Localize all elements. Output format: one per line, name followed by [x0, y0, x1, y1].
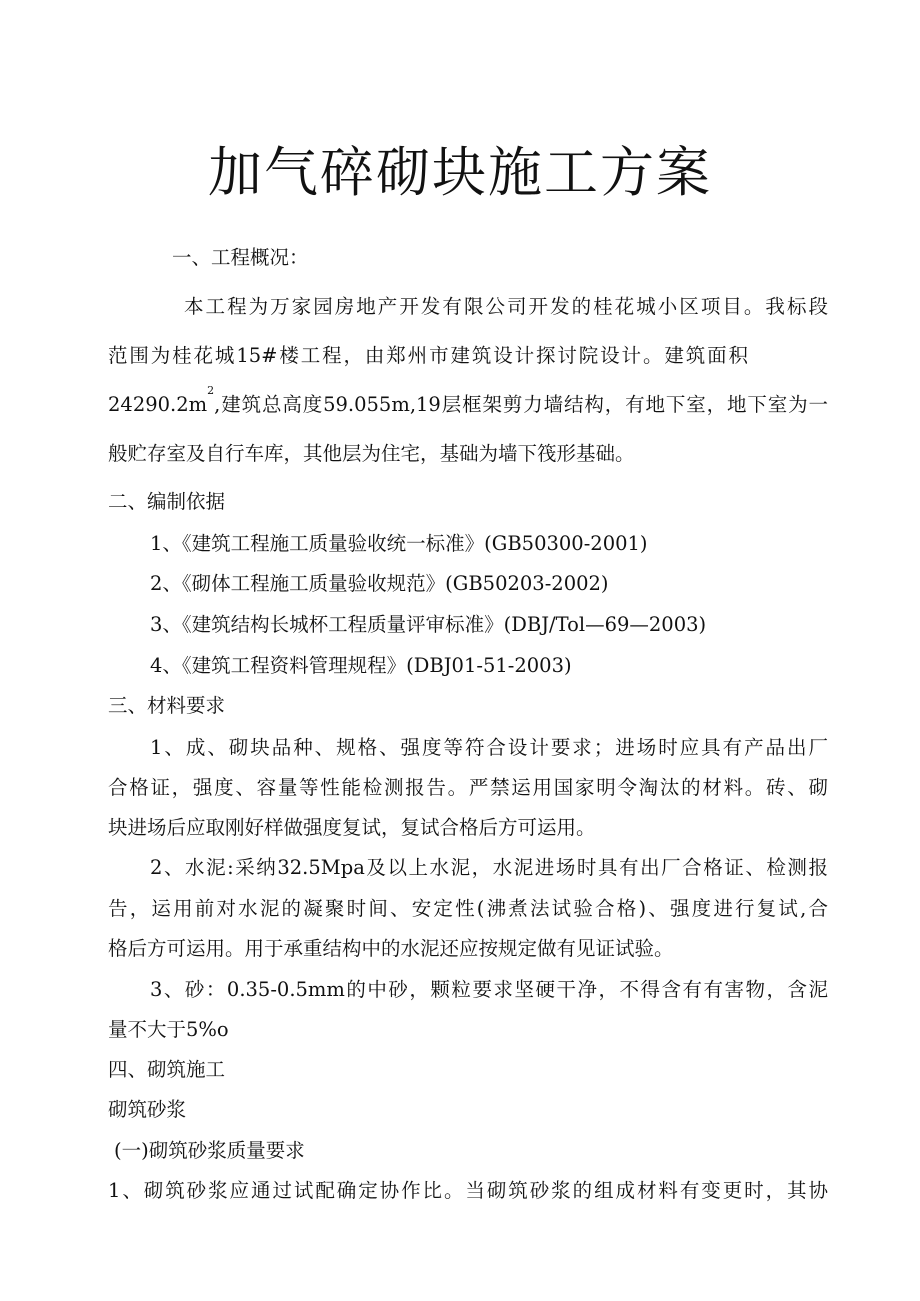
paragraph-line-area: [108, 384, 828, 419]
paragraph-line: 般贮存室及自行车库，其他层为住宅，基础为墙下筏形基础。: [108, 442, 635, 465]
paragraph-line: 范围为桂花城15#楼工程，由郑州市建筑设计探讨院设计。建筑面积: [108, 344, 748, 367]
area-value: 24290.2m: [108, 393, 208, 416]
section-heading-masonry: 四、砌筑施工: [108, 1058, 226, 1081]
area-unit-superscript: 2: [207, 384, 215, 397]
basis-item: 1、《建筑工程施工质量验收统一标准》(GB50300-2001): [150, 532, 648, 555]
document-title: 加气碎砌块施工方案: [208, 141, 712, 204]
basis-item: 2、《砌体工程施工质量验收规范》(GB50203-2002): [150, 572, 609, 595]
paragraph-line: 1、砌筑砂浆应通过试配确定协作比。当砌筑砂浆的组成材料有变更时，其协: [108, 1179, 828, 1202]
subheading: (一)砌筑砂浆质量要求: [114, 1139, 305, 1162]
section-heading-overview: 一、工程概况：: [172, 246, 309, 269]
basis-item: 4、《建筑工程资料管理规程》(DBJ01-51-2003): [150, 654, 572, 677]
area-rest: ,建筑总高度59.055m,19层框架剪力墙结构，有地下室，地下室为一: [214, 393, 828, 416]
section-heading-basis: 二、编制依据: [108, 490, 226, 513]
section-heading-materials: 三、材料要求: [108, 694, 226, 717]
basis-item: 3、《建筑结构长城杯工程质量评审标准》(DBJ/Tol—69—2003): [150, 613, 707, 636]
subheading: 砌筑砂浆: [108, 1098, 187, 1121]
paragraph-line: 量不大于5%o: [108, 1018, 229, 1041]
paragraph-line: 3、砂：0.35-0.5mm的中砂，颗粒要求坚硬干净，不得含有有害物，含泥: [150, 978, 828, 1001]
paragraph-line: 1、成、砌块品种、规格、强度等符合设计要求；进场时应具有产品出厂: [150, 736, 828, 759]
paragraph-line: 本工程为万家园房地产开发有限公司开发的桂花城小区项目。我标段: [184, 295, 828, 318]
paragraph-line: 格后方可运用。用于承重结构中的水泥还应按规定做有见证试验。: [108, 937, 674, 960]
paragraph-line: 2、水泥:采纳32.5Mpa及以上水泥，水泥进场时具有出厂合格证、检测报: [150, 856, 828, 879]
paragraph-line: 合格证，强度、容量等性能检测报告。严禁运用国家明令淘汰的材料。砖、砌: [108, 776, 828, 799]
paragraph-line: 告，运用前对水泥的凝聚时间、安定性(沸煮法试验合格)、强度进行复试,合: [108, 897, 828, 920]
paragraph-line: 块进场后应取刚好样做强度复试，复试合格后方可运用。: [108, 816, 596, 839]
